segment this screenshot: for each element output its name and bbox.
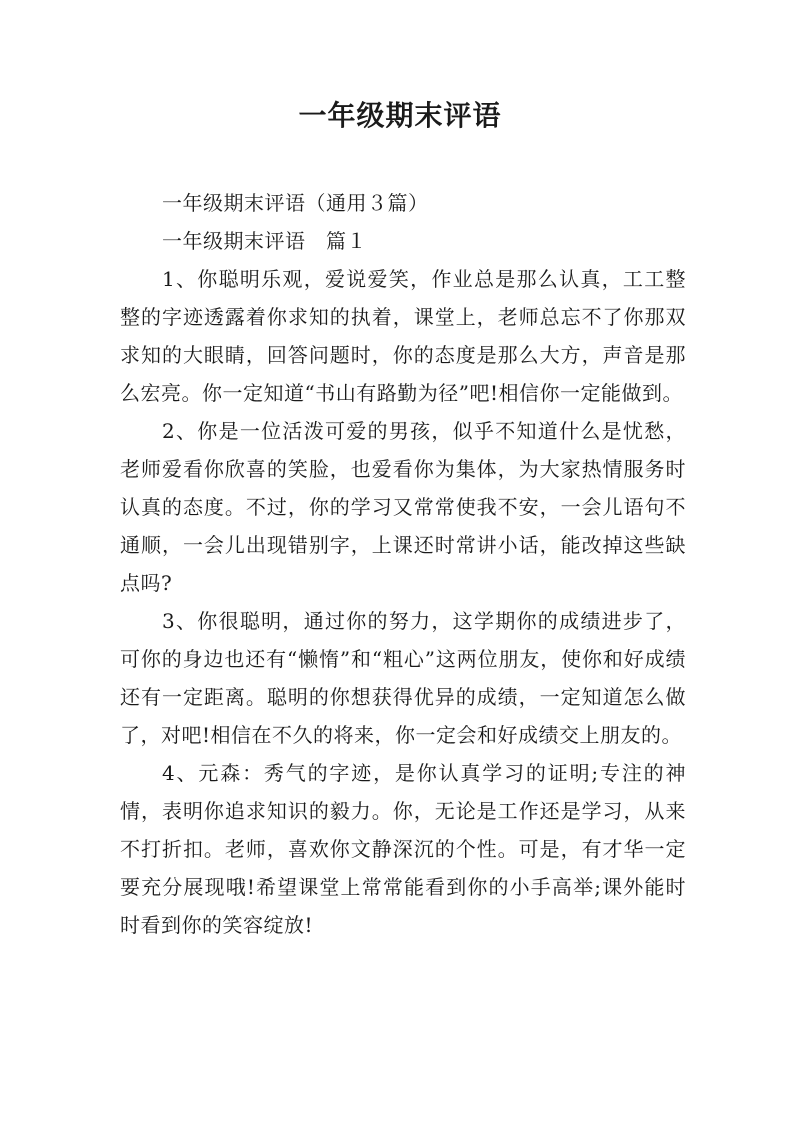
- document-subtitle: 一年级期末评语（通用３篇）: [162, 191, 429, 215]
- comment-paragraph-2: 2、你是一位活泼可爱的男孩，似乎不知道什么是忧愁，老师爱看你欣喜的笑脸，也爱看你为集体，为大家热情服务时认真的态度。不过，你的学习又常常使我不安，一会儿语句不通顺，一会儿出现错别字，上课还时常讲小话，能改掉这些缺点吗?: [120, 419, 686, 595]
- comment-paragraph-1: 1、你聪明乐观，爱说爱笑，作业总是那么认真，工工整整的字迹透露着你求知的执着，课堂上，老师总忘不了你那双求知的大眼睛，回答问题时，你的态度是那么大方，声音是那么宏亮。你一定知道“书山有路勤为径”吧!相信你一定能做到。: [120, 267, 686, 405]
- document-body: [120, 184, 686, 944]
- section-heading: 一年级期末评语 篇１: [162, 229, 367, 253]
- comment-paragraph-3: 3、你很聪明，通过你的努力，这学期你的成绩进步了，可你的身边也还有“懒惰”和“粗心”这两位朋友，使你和好成绩还有一定距离。聪明的你想获得优异的成绩，一定知道怎么做了，对吧!相信在不久的将来，你一定会和好成绩交上朋友的。: [120, 609, 686, 747]
- comment-paragraph-4: 4、元森：秀气的字迹，是你认真学习的证明;专注的神情，表明你追求知识的毅力。你，无论是工作还是学习，从来不打折扣。老师，喜欢你文静深沉的个性。可是，有才华一定要充分展现哦!希望课堂上常常能看到你的小手高举;课外能时时看到你的笑容绽放!: [120, 761, 686, 937]
- page-title: 一年级期末评语: [298, 99, 502, 132]
